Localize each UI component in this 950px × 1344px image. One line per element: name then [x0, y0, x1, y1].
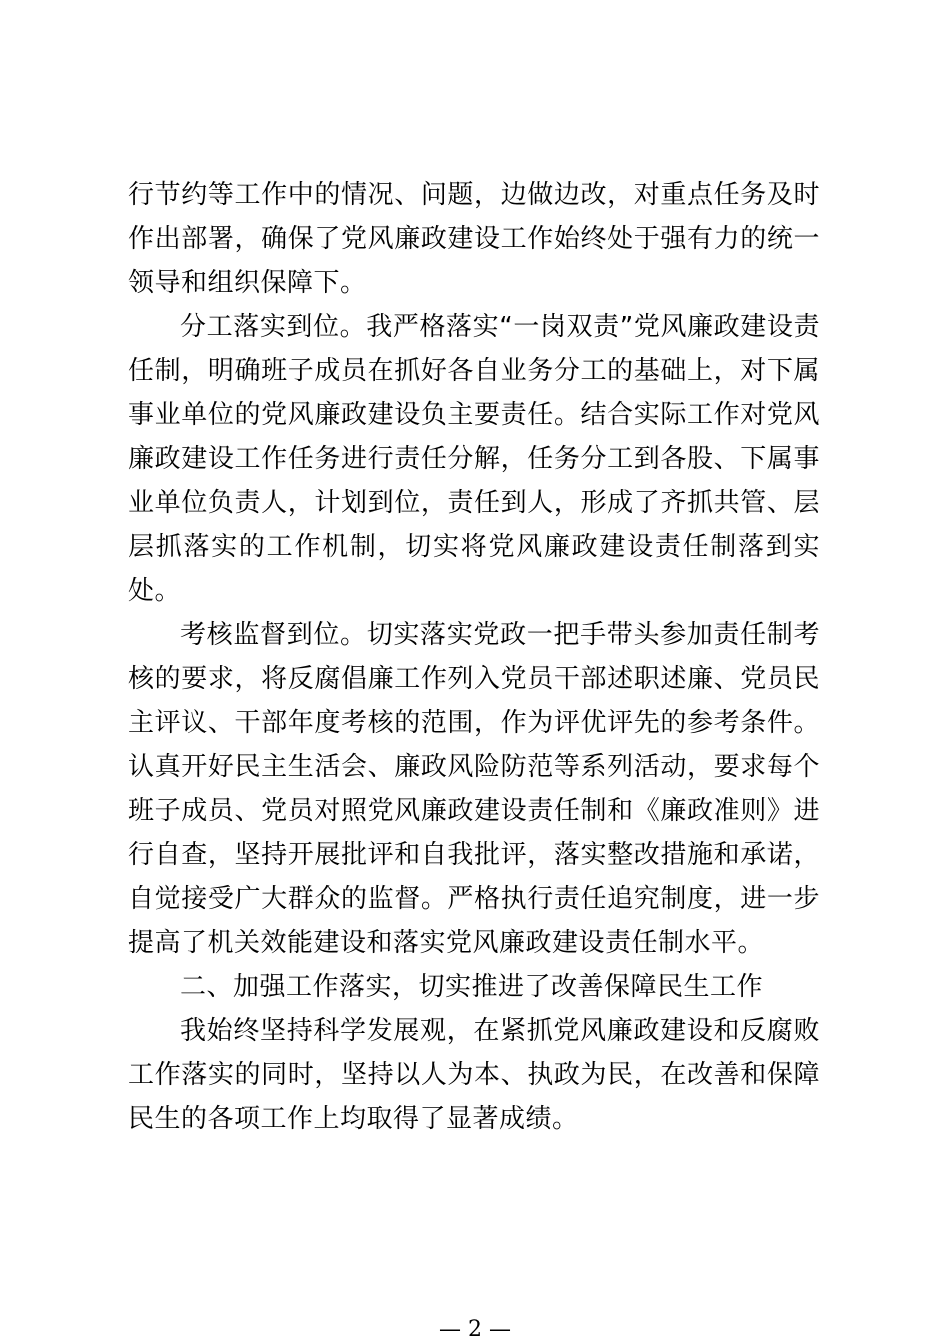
- page-number: — 2 —: [439, 1317, 511, 1342]
- paragraph-division-of-labor: 分工落实到位。我严格落实“一岗双责”党风廉政建设责任制，明确班子成员在抓好各自业务分工的基础上，对下属事业单位的党风廉政建设负主要责任。结合实际工作对党风廉政建设工作任务进行责任分解，任务分工到各股、下属事业单位负责人，计划到位，责任到人，形成了齐抓共管、层层抓落实的工作机制，切实将党风廉政建设责任制落到实处。: [128, 312, 820, 606]
- paragraph-assessment-supervision: 考核监督到位。切实落实党政一把手带头参加责任制考核的要求，将反腐倡廉工作列入党员干部述职述廉、党员民主评议、干部年度考核的范围，作为评优评先的参考条件。认真开好民主生活会、廉政风险防范等系列活动，要求每个班子成员、党员对照党风廉政建设责任制和《廉政准则》进行自查，坚持开展批评和自我批评，落实整改措施和承诺，自觉接受广大群众的监督。严格执行责任追究制度，进一步提高了机关效能建设和落实党风廉政建设责任制水平。: [128, 620, 820, 958]
- paragraph-continuation: 行节约等工作中的情况、问题，边做边改，对重点任务及时作出部署，确保了党风廉政建设工作始终处于强有力的统一领导和组织保障下。: [128, 180, 820, 298]
- paragraph-livelihood: 我始终坚持科学发展观，在紧抓党风廉政建设和反腐败工作落实的同时，坚持以人为本、执政为民，在改善和保障民生的各项工作上均取得了显著成绩。: [128, 1016, 820, 1134]
- document-body: [128, 173, 820, 1141]
- section-heading-2: 二、加强工作落实，切实推进了改善保障民生工作: [180, 972, 764, 1002]
